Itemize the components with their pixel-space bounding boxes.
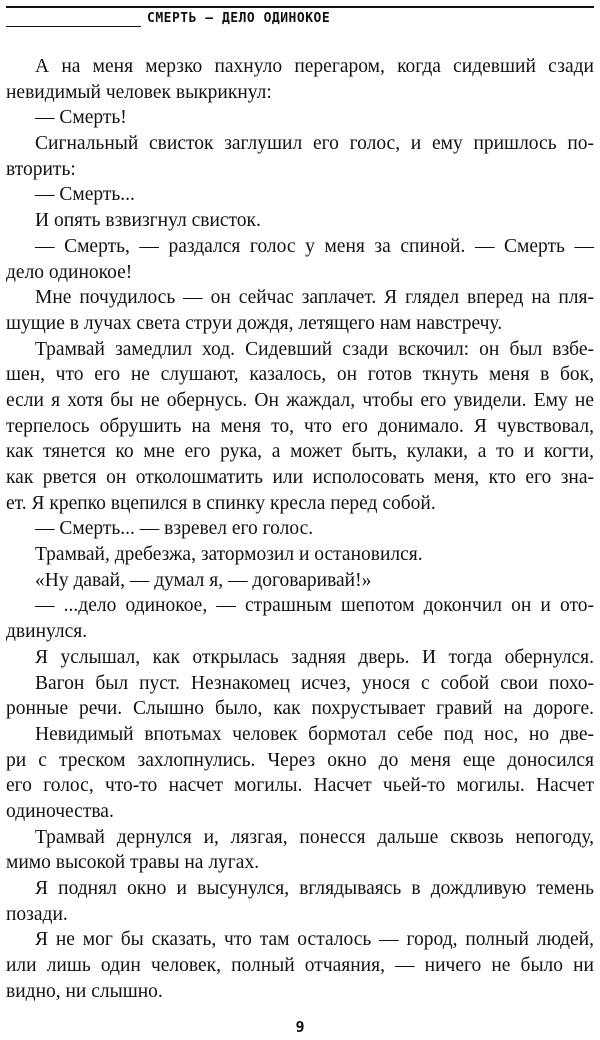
text-line: шущие в лучах света струи дождя, летящего нам навстречу. [6, 312, 503, 334]
text-line: как рвется он отколошматить или исполосовать меня, кто его зна- [6, 467, 594, 488]
text-line: — Смерть! [35, 107, 127, 129]
text-line: ронные речи. Слышно было, как похрустывает гравий на дороге. [6, 698, 594, 720]
text-line: шен, что его не слушают, казалось, он готов ткнуть меня в бок, [6, 364, 594, 386]
text-line: видно, ни слышно. [6, 980, 163, 1002]
text-line: — ...дело одинокое, — страшным шепотом докончил он и ото- [35, 595, 594, 617]
text-line: двинулся. [6, 621, 88, 643]
text-line: А на меня мерзко пахнуло перегаром, когда сидевший сзади [35, 56, 594, 77]
text-line: как тянется ко мне его рука, а может быть, кулаки, а то и когти, [6, 441, 594, 463]
text-line: — Смерть... [35, 184, 135, 206]
text-line: Мне почудилось — он сейчас заплачет. Я глядел вперед на пля- [35, 287, 594, 309]
header-rule [6, 6, 594, 8]
body-text [6, 54, 594, 1004]
text-line: мимо высокой травы на лугах. [6, 852, 260, 874]
text-line: ет. Я крепко вцепился в спинку кресла перед собой. [6, 492, 436, 514]
text-line: или лишь один человек, полный отчаяния, — ничего не было ни [6, 955, 594, 977]
text-line: ри с треском захлопнулись. Через окно до меня еще доносился [6, 749, 594, 771]
text-line: — Смерть... — взревел его голос. [35, 518, 314, 540]
text-line: невидимый человек выкрикнул: [6, 81, 272, 103]
header-thin-rule [6, 26, 141, 27]
text-line: вторить: [6, 158, 76, 180]
text-line: позади. [6, 903, 68, 925]
text-line: терпелось обрушить на меня то, что его донимало. Я чувствовал, [6, 415, 594, 437]
text-line: одиночества. [6, 800, 114, 822]
text-line: Я услышал, как открылась задняя дверь. И тогда обернулся. [35, 646, 594, 668]
text-line: Сигнальный свисток заглушил его голос, и ему пришлось по- [35, 133, 594, 155]
text-line: — Смерть, — раздался голос у меня за спиной. — Смерть — [35, 235, 594, 257]
text-line: «Ну давай, — думал я, — договаривай!» [35, 569, 372, 591]
text-line: Трамвай, дребезжа, затормозил и остановился. [35, 544, 423, 566]
running-head: СМЕРТЬ — ДЕЛО ОДИНОКОЕ [147, 11, 331, 26]
text-line: Невидимый впотьмах человек бормотал себе под нос, но две- [35, 723, 594, 745]
text-line: Вагон был пуст. Незнакомец исчез, унося с собой свои похо- [35, 672, 594, 694]
text-line: И опять взвизгнул свисток. [35, 210, 261, 232]
text-line: дело одинокое! [6, 261, 133, 283]
text-line: Я поднял окно и высунулся, вглядываясь в дождливую темень [35, 878, 594, 899]
text-line: Трамвай дернулся и, лязгая, понесся дальше сквозь непогоду, [35, 826, 594, 848]
page-number: 9 [295, 1018, 305, 1036]
text-line: если я хотя бы не обернусь. Он жаждал, чтобы его увидели. Ему не [6, 389, 594, 411]
text-line: Трамвай замедлил ход. Сидевший сзади вскочил: он был взбе- [35, 338, 594, 360]
text-line: Я не мог бы сказать, что там осталось — город, полный людей, [35, 929, 594, 951]
text-line: его голос, что-то насчет могилы. Насчет чьей-то могилы. Насчет [6, 775, 594, 797]
